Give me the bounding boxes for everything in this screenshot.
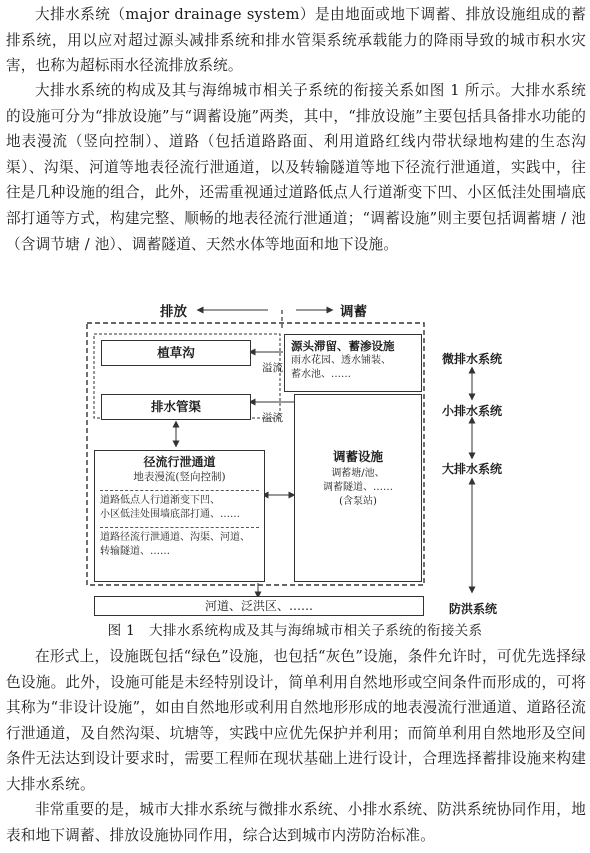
- overflow-label-2: 溢流: [262, 412, 283, 424]
- system-major-drainage: 大排水系统: [442, 462, 503, 476]
- paragraph-3: 在形式上，设施既包括“绿色”设施，也包括“灰色”设施，条件允许时，可优先选择绿色设施。此外，设施可能是未经特别设计，简单利用自然地形或空间条件而形成的，可将其称为“非设计设施”，如由自然地形或利用自然地形形成的地表漫流行泄通道、道路径流行泄通道，及自然沟渠、坑塘等，实践中应优先保护并利用；而简单利用自然地形及空间条件无法达到设计要求时，需要工程师在现状基础上进行设计，合理选择蓄排设施来构建大排水系统。: [6, 648, 586, 793]
- system-flood-control: 防洪系统: [449, 602, 498, 616]
- box-drainage-pipes: 排水管渠: [101, 394, 251, 420]
- box-grass-swale: 植草沟: [101, 340, 251, 366]
- system-micro-drainage: 微排水系统: [442, 352, 503, 366]
- system-minor-drainage: 小排水系统: [442, 404, 503, 418]
- box-source-facilities: 源头滞留、蓄渗设施 雨水花园、透水铺装、 蓄水池、……: [284, 334, 422, 392]
- box-river-floodplain: 河道、泛洪区、……: [94, 596, 424, 616]
- figure-diagram: [0, 290, 590, 616]
- box-runoff-channel: 径流行泄通道 地表漫流(竖向控制) 道路低点人行道渐变下凹、 小区低洼处围墙底部打通、…… 道路径流行泄通道、沟渠、河道、 转输隧道、……: [94, 450, 265, 582]
- paragraph-2: 大排水系统的构成及其与海绵城市相关子系统的衔接关系如图 1 所示。大排水系统的设施可分为“排放设施”与“调蓄设施”两类，其中，“排放设施”主要包括具备排水功能的地表漫流（竖向控制）、道路（包括道路路面、利用道路红线内带状绿地构建的生态沟渠）、沟渠、河道等地表径流行泄通道，以及转输隧道等地下径流行泄通道，实践中，往往是几种设施的组合，此外，还需重视通过道路低点人行道渐变下凹、小区低洼处围墙底部打通等方式，构建完整、顺畅的地表径流行泄通道；“调蓄设施”则主要包括调蓄塘 / 池（含调节塘 / 池）、调蓄隧道、天然水体等地面和地下设施。: [6, 82, 586, 253]
- figure-caption: 图 1 大排水系统构成及其与海绵城市相关子系统的衔接关系: [107, 623, 483, 639]
- paragraph-1: 大排水系统（major drainage system）是由地面或地下调蓄、排放设施组成的蓄排系统，用以应对超过源头减排系统和排水管渠系统承载能力的降雨导致的城市积水灾害，也称为超标雨水径流排放系统。: [6, 6, 586, 75]
- paragraph-4: 非常重要的是，城市大排水系统与微排水系统、小排水系统、防洪系统协同作用，地表和地下调蓄、排放设施协同作用，综合达到城市内涝防治标准。: [6, 801, 586, 844]
- header-storage: 调蓄: [340, 304, 367, 320]
- box-storage-facilities: 调蓄设施 调蓄塘/池、 调蓄隧道、…… (含泵站): [294, 394, 422, 582]
- header-discharge: 排放: [160, 304, 187, 320]
- overflow-label-1: 溢流: [262, 362, 283, 374]
